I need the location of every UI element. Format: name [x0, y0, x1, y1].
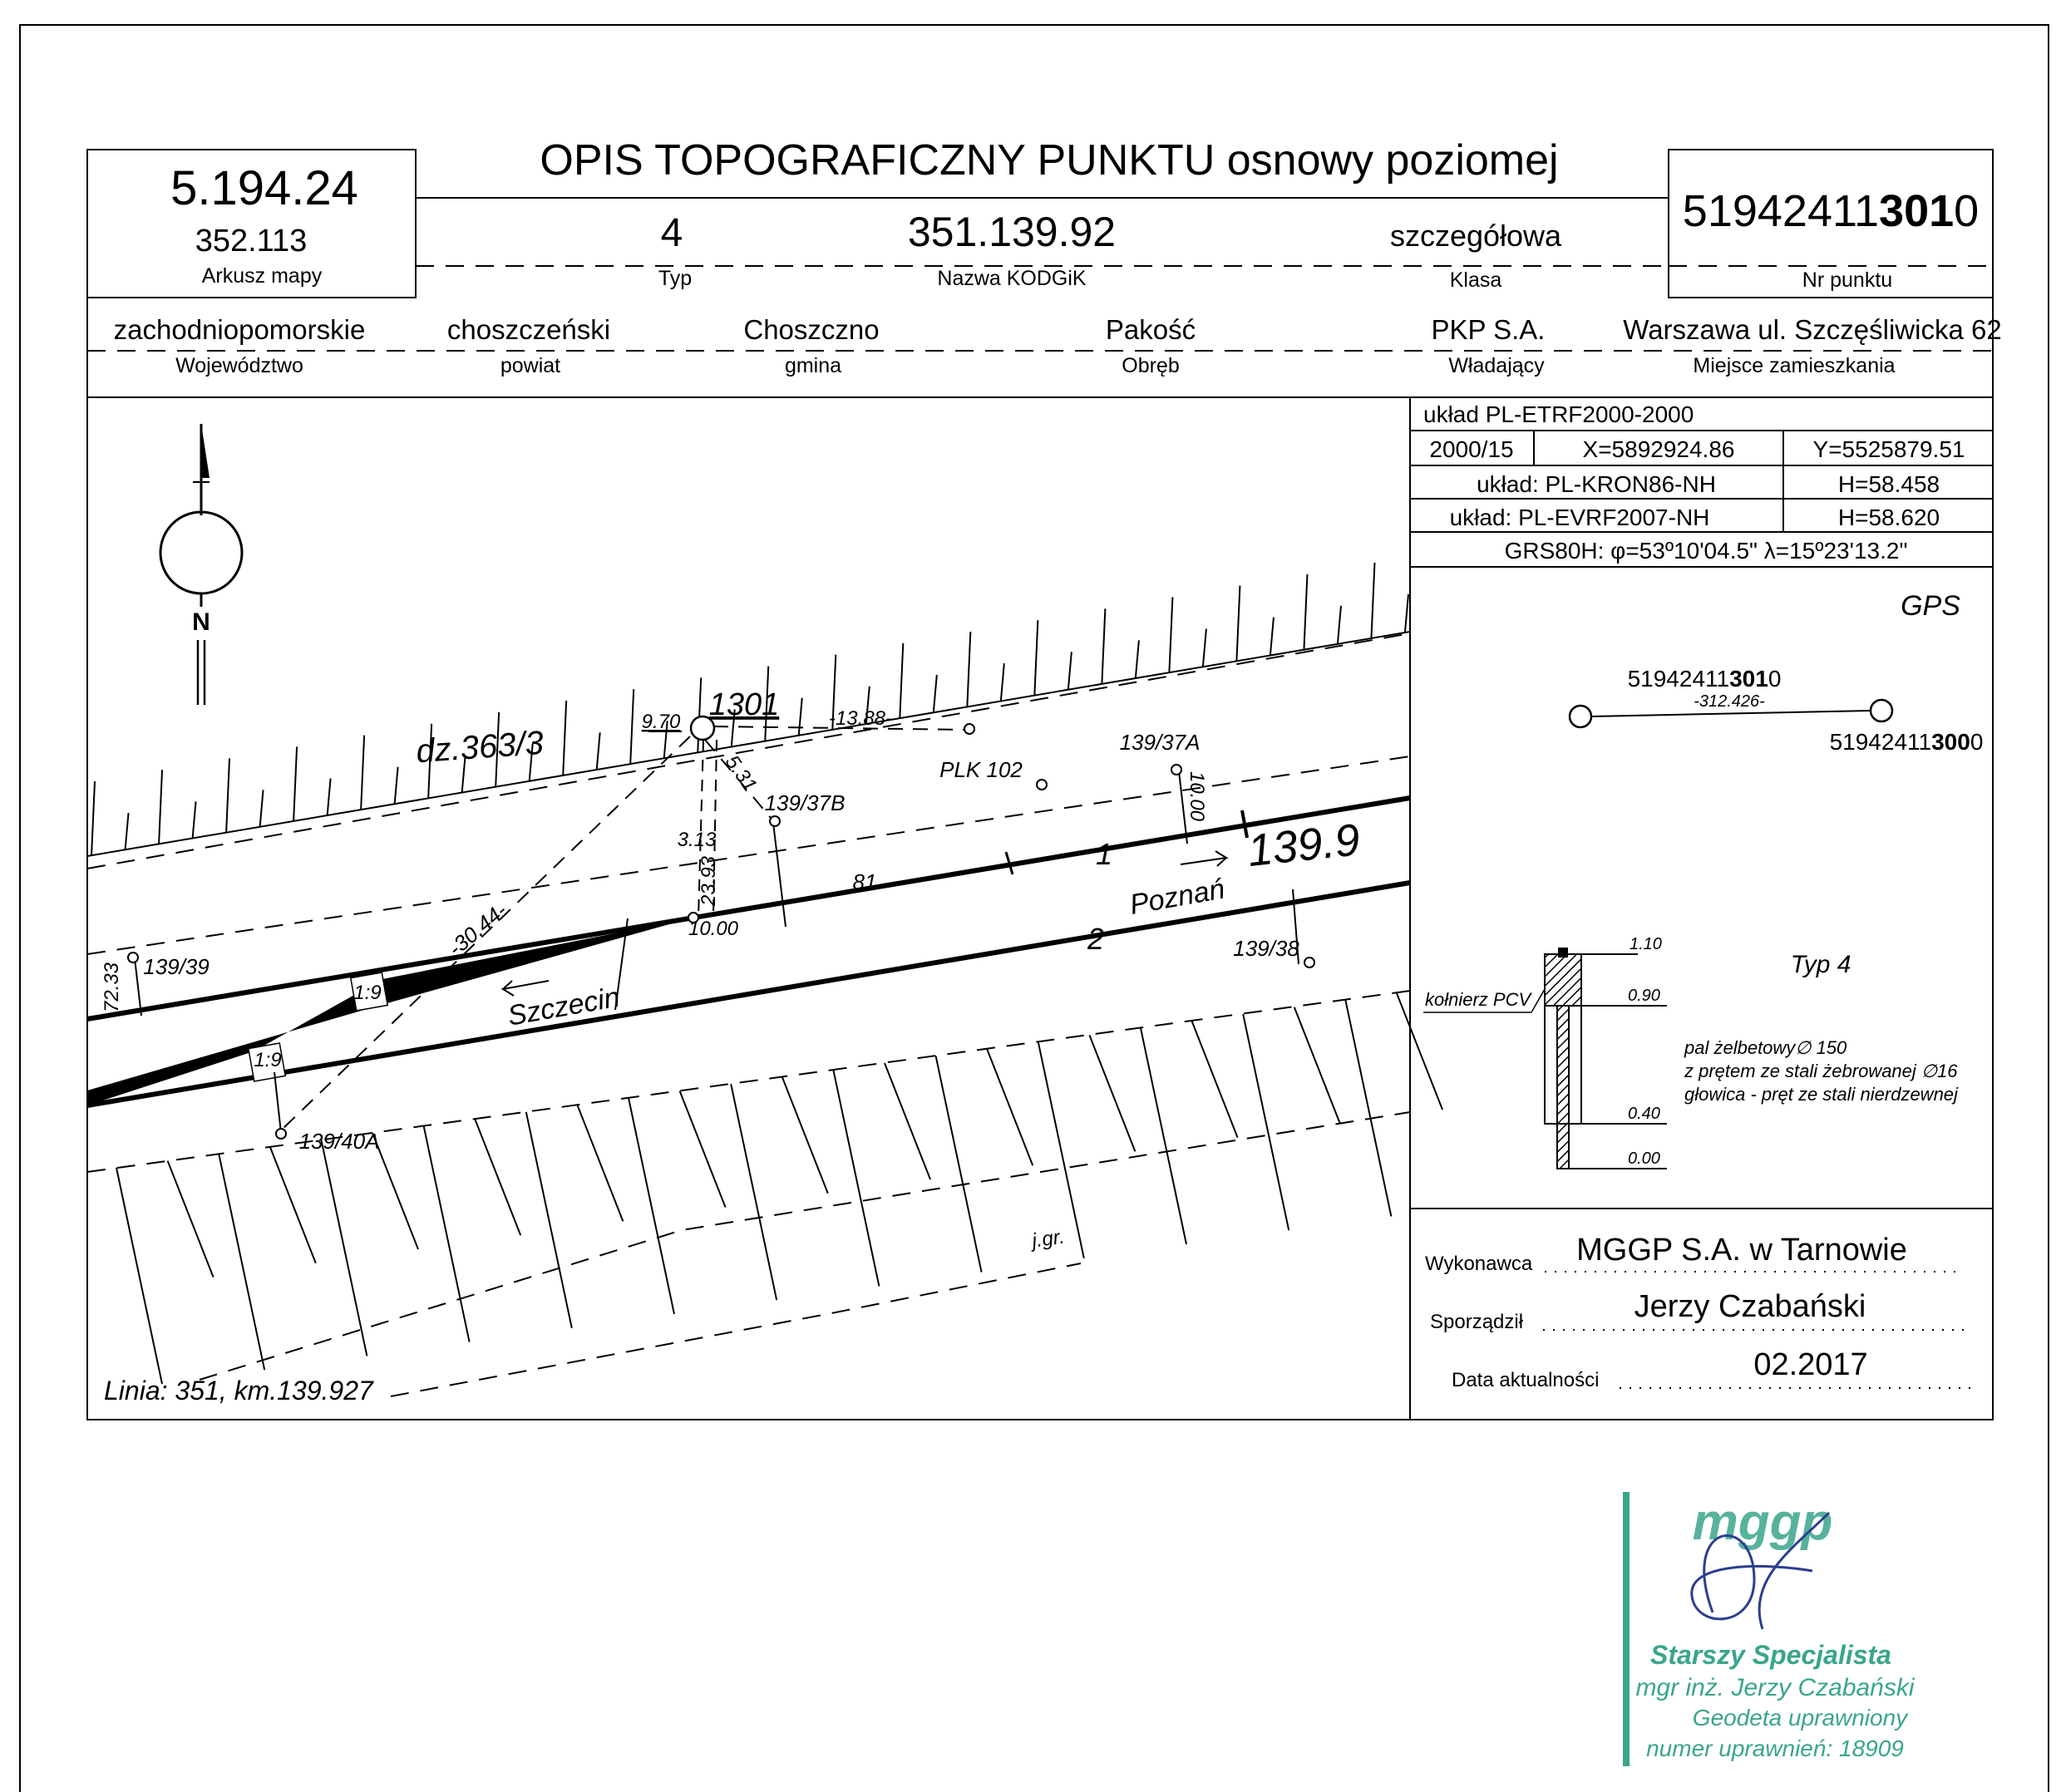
slope-tick: [563, 701, 566, 775]
point-139-39: 139/39: [143, 954, 210, 979]
slope-tick: [629, 1098, 674, 1314]
direction-szczecin: Szczecin: [505, 981, 623, 1032]
slope-tick: [799, 698, 802, 736]
footer-section: [1410, 1209, 1993, 1391]
measure-1388: -13.88-: [828, 707, 893, 730]
stamp-line-4: numer uprawnień: 18909: [1646, 1735, 1904, 1761]
typ-desc-1: pal żelbetowy∅ 150: [1684, 1037, 1847, 1058]
slope-tick: [1089, 1035, 1135, 1151]
slope-tick: [577, 1105, 623, 1221]
point-number: 519424113010: [1682, 186, 1980, 236]
slope-tick: [1243, 1014, 1289, 1230]
sheet-label: Arkusz mapy: [201, 264, 323, 288]
precinct: Pakość: [1105, 314, 1196, 345]
slope-tick: [900, 643, 903, 718]
measure-531: 5.31: [720, 751, 762, 796]
measure-7233: 72.33: [101, 962, 123, 1013]
coord-y: Y=5525879.51: [1812, 436, 1965, 462]
contractor: MGGP S.A. w Tarnowie: [1576, 1233, 1907, 1268]
direction-poznan: Poznań: [1127, 873, 1228, 921]
slope-tick: [1001, 663, 1004, 701]
point-label: 1301: [708, 687, 780, 722]
kodgik-value: 351.139.92: [907, 209, 1117, 255]
slope-tick: [1304, 574, 1307, 649]
slope-tick: [885, 1063, 930, 1179]
measure-970: 9.70: [641, 711, 681, 733]
slope-tick: [1136, 640, 1139, 677]
type-label: Typ: [658, 267, 693, 290]
slope-tick: [782, 1077, 828, 1194]
level-000: 0.00: [1628, 1150, 1660, 1168]
slope-tick: [1405, 594, 1408, 632]
slope-tick: [219, 1154, 264, 1370]
owner-label: Władający: [1448, 354, 1545, 377]
slope-tick: [934, 675, 937, 712]
sheet-number: 5.194.24: [170, 161, 358, 215]
slope-tick: [424, 1126, 470, 1342]
stamp: [1623, 1492, 1916, 1766]
coord-h1: H=58.458: [1837, 471, 1940, 497]
coord-x: X=5892924.86: [1582, 436, 1735, 462]
admin-row: [87, 298, 2002, 397]
voivodeship-label: Województwo: [175, 354, 303, 377]
level-110: 1.10: [1630, 935, 1662, 953]
typ-label: Typ 4: [1790, 951, 1851, 978]
slope-tick: [260, 790, 264, 827]
typ-desc-2: z prętem ze stali żebrowanej ∅16: [1684, 1061, 1958, 1081]
slope-tick: [731, 1084, 777, 1300]
slope-tick: [321, 1140, 367, 1356]
header: [87, 136, 1993, 298]
county: choszczeński: [446, 314, 611, 345]
point-139-37a: 139/37A: [1119, 730, 1201, 755]
level-040: 0.40: [1628, 1105, 1660, 1123]
coord-grs: GRS80H: φ=53º10'04.5" λ=15º23'13.2": [1504, 538, 1908, 564]
measure-81: 81: [852, 869, 877, 894]
gps-label: GPS: [1901, 590, 1960, 622]
slope-tick: [597, 732, 600, 770]
stamp-bar: [1623, 1492, 1630, 1766]
slope-tick: [168, 1161, 214, 1278]
slope-tick: [1294, 1007, 1340, 1124]
parcel-label: dz.363/3: [415, 724, 545, 770]
slope-tick: [630, 689, 634, 764]
coord-h2: H=58.620: [1837, 505, 1940, 530]
slope-tick: [1397, 993, 1442, 1110]
plk-label: PLK 102: [939, 757, 1023, 782]
slope-tick: [1192, 1022, 1238, 1138]
stamp-logo: mggp: [1692, 1494, 1833, 1551]
typ4-section: [1423, 935, 1959, 1169]
slope-tick: [833, 1070, 879, 1286]
typ-desc-3: głowica - pręt ze stali nierdzewnej: [1684, 1084, 1958, 1105]
gps-section: [1570, 590, 1983, 755]
kodgik-label: Nazwa KODGiK: [937, 267, 1087, 290]
coord-system-3: układ: PL-EVRF2007-NH: [1449, 505, 1710, 530]
author: Jerzy Czabański: [1634, 1289, 1866, 1324]
slope-tick: [1068, 652, 1072, 689]
stamp-line-2: mgr inż. Jerzy Czabański: [1635, 1674, 1915, 1701]
slope-tick: [395, 767, 398, 805]
slope-tick: [116, 1168, 162, 1384]
slope-tick: [1345, 1000, 1391, 1216]
slope-tick: [1338, 606, 1341, 643]
stamp-line-3: Geodeta uprawniony: [1692, 1705, 1908, 1730]
residence: Warszawa ul. Szczęśliwicka 62: [1623, 314, 2002, 345]
slope-tick: [126, 813, 129, 850]
measure-1000b: 10.00: [688, 918, 739, 940]
measure-3044: -30.44-: [443, 898, 512, 962]
slope-tick: [1102, 608, 1105, 683]
sheet-sub: 352.113: [195, 224, 308, 258]
voivodeship: zachodniopomorskie: [113, 314, 366, 345]
km-label: 139.9: [1245, 815, 1363, 876]
class-value: szczegółowa: [1389, 219, 1562, 253]
level-090: 0.90: [1628, 987, 1660, 1005]
residence-label: Miejsce zamieszkania: [1693, 354, 1896, 377]
commune-label: gmina: [784, 354, 842, 377]
class-label: Klasa: [1449, 268, 1502, 292]
precinct-label: Obręb: [1122, 354, 1180, 377]
type-value: 4: [660, 211, 683, 255]
slope-tick: [361, 736, 364, 810]
slope-tick: [193, 801, 196, 839]
slope-tick: [526, 1112, 572, 1328]
slope-tick: [293, 746, 297, 821]
slope-tick: [475, 1119, 520, 1235]
slope-tick: [936, 1056, 982, 1273]
point-139-37b: 139/37B: [764, 790, 846, 815]
flange-label: kołnierz PCV: [1425, 989, 1531, 1010]
slope-tick: [159, 770, 162, 844]
slope-tick: [226, 758, 229, 833]
measure-2393: 23.93: [698, 855, 720, 907]
gps-point-1: 519424113010: [1627, 666, 1782, 692]
slope-tick: [967, 632, 970, 706]
measure-1000a: 10.00: [1186, 770, 1208, 822]
page-title: OPIS TOPOGRAFICZNY PUNKTU osnowy poziomej: [540, 136, 1559, 185]
measure-313: 3.13: [677, 829, 717, 851]
point-139-40a: 139/40A: [298, 1129, 380, 1154]
owner: PKP S.A.: [1431, 314, 1546, 345]
date: 02.2017: [1753, 1347, 1868, 1382]
coordinates-table: [1410, 401, 1993, 567]
stamp-line-1: Starszy Specjalista: [1650, 1640, 1891, 1670]
ratio-2: 1:9: [254, 1049, 282, 1071]
date-label: Data aktualności: [1452, 1369, 1600, 1391]
track-1-label: 1: [1095, 837, 1113, 871]
slope-tick: [270, 1147, 316, 1263]
slope-tick: [680, 1091, 726, 1208]
slope-tick: [91, 781, 95, 856]
jgr-label: j.gr.: [1030, 1225, 1067, 1253]
author-label: Sporządził: [1430, 1311, 1524, 1333]
slope-tick: [1169, 597, 1172, 672]
slope-tick: [1203, 629, 1206, 667]
point-number-label: Nr punktu: [1802, 268, 1893, 292]
slope-tick: [1034, 620, 1038, 695]
slope-tick: [698, 677, 701, 752]
ratio-1: 1:9: [353, 982, 382, 1004]
slope-tick: [328, 779, 331, 816]
gps-point-2: 519424113000: [1829, 729, 1984, 755]
coord-system-1: układ PL-ETRF2000-2000: [1423, 401, 1694, 427]
slope-tick: [1371, 563, 1374, 638]
coord-system-2: układ: PL-KRON86-NH: [1477, 471, 1716, 497]
point-139-38: 139/38: [1233, 936, 1299, 961]
north-label: N: [192, 608, 210, 636]
line-label: Linia: 351, km.139.927: [104, 1376, 373, 1406]
map-sketch: [87, 424, 1442, 1406]
coord-zone: 2000/15: [1429, 436, 1514, 462]
county-label: powiat: [500, 354, 561, 377]
commune: Choszczno: [743, 314, 880, 345]
slope-tick: [987, 1049, 1033, 1165]
north-arrow-icon: [160, 424, 242, 705]
slope-tick: [1236, 586, 1240, 661]
gps-distance: -312.426-: [1694, 692, 1765, 711]
slope-tick: [1141, 1028, 1186, 1244]
contractor-label: Wykonawca: [1425, 1253, 1533, 1275]
slope-tick: [1270, 618, 1274, 655]
track-2-label: 2: [1087, 922, 1105, 956]
